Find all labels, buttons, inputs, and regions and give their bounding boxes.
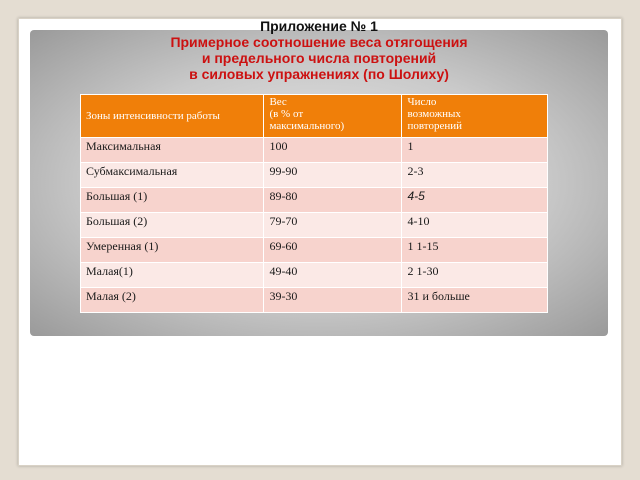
- appendix-title: Приложение № 1: [260, 18, 378, 34]
- table-row: [81, 263, 548, 288]
- table-row: [81, 238, 548, 263]
- cell-zone: Умеренная (1): [81, 238, 264, 263]
- header-weight: Вес (в % от максимального): [264, 95, 402, 138]
- subtitle-line-1: Примерное соотношение веса отягощения: [170, 34, 468, 50]
- title-block: [30, 18, 608, 82]
- cell-reps: 4-5: [402, 188, 548, 213]
- cell-zone: Большая (1): [81, 188, 264, 213]
- cell-reps: 1: [402, 138, 548, 163]
- cell-zone: Максимальная: [81, 138, 264, 163]
- header-reps: Число возможных повторений: [402, 95, 548, 138]
- cell-zone: Большая (2): [81, 213, 264, 238]
- cell-weight: 39-30: [264, 288, 402, 313]
- cell-weight: 79-70: [264, 213, 402, 238]
- cell-weight: 69-60: [264, 238, 402, 263]
- cell-weight: 49-40: [264, 263, 402, 288]
- table-row: [81, 213, 548, 238]
- table-row: [81, 188, 548, 213]
- subtitle-line-3: в силовых упражнениях (по Шолиху): [189, 66, 449, 82]
- cell-reps: 1 1-15: [402, 238, 548, 263]
- cell-reps: 4-10: [402, 213, 548, 238]
- table-header-row: [81, 95, 548, 138]
- cell-weight: 99-90: [264, 163, 402, 188]
- table-row: [81, 288, 548, 313]
- cell-zone: Малая(1): [81, 263, 264, 288]
- cell-reps: 2 1-30: [402, 263, 548, 288]
- cell-reps: 2-3: [402, 163, 548, 188]
- header-zone: Зоны интенсивности работы: [81, 95, 264, 138]
- cell-weight: 100: [264, 138, 402, 163]
- cell-zone: Малая (2): [81, 288, 264, 313]
- subtitle-line-2: и предельного числа повторений: [201, 50, 437, 66]
- cell-weight: 89-80: [264, 188, 402, 213]
- table-row: [81, 163, 548, 188]
- table-row: [81, 138, 548, 163]
- cell-zone: Субмаксимальная: [81, 163, 264, 188]
- weight-reps-table: [80, 94, 548, 313]
- cell-reps: 31 и больше: [402, 288, 548, 313]
